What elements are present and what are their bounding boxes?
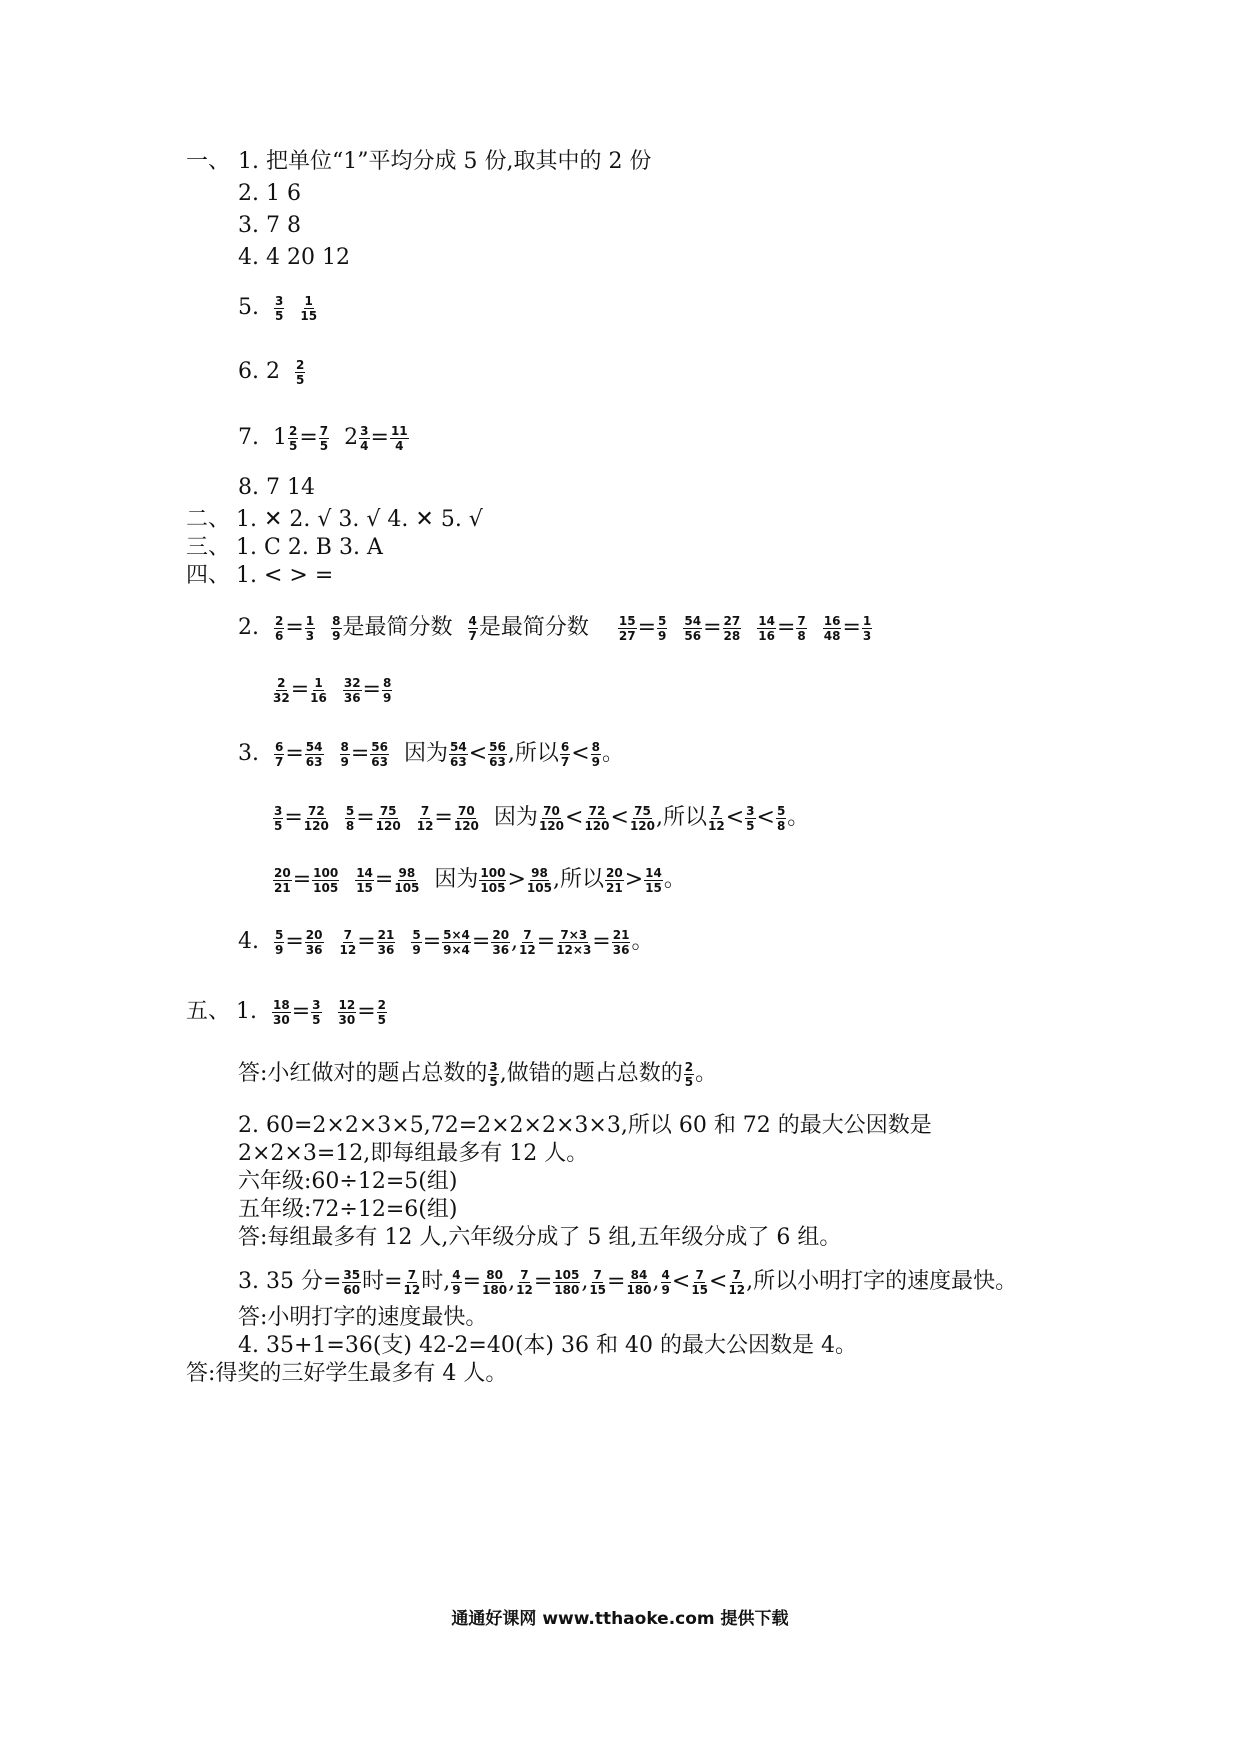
because-text: 因为 (434, 867, 479, 892)
s1-q5 (238, 294, 318, 322)
s1-q5-no: 5. (238, 295, 259, 320)
section-3-label: 三、 (186, 535, 231, 560)
section-1-label-text: 一、 (186, 149, 231, 174)
s1-q2: 2. 1 6 (238, 181, 301, 206)
s4-q3-line2: $\frac{3}{5}$ = $\frac{72}{120}$ $\frac{5}{8}$ = $\frac{75}{120}$ $\frac{7}{12}$ = $\frac{70}{120}$ 因为 $\frac{70}{120}$ < $\frac{72}{120}$ < $\frac{75}{120}$ ,所以 $\frac{7}{12}$ < $\frac{3}{5}$ < $\frac{5}{8}$ 。 (274, 803, 810, 833)
s5-q4-answer: 答:得奖的三好学生最多有 4 人。 (186, 1361, 508, 1386)
footer-source: 通通好课网 www.tthaoke.com 提供下载 (451, 1609, 789, 1629)
s5-q2-line2: 2×2×3=12,即每组最多有 12 人。 (238, 1141, 589, 1166)
period: 。 (631, 929, 654, 954)
period: 。 (787, 805, 810, 830)
so-text: ,所以 (507, 741, 559, 766)
s5-q2-line4: 五年级:72÷12=6(组) (238, 1197, 458, 1222)
s5-q4: 4. 35+1=36(支) 42-2=40(本) 36 和 40 的最大公因数是 4。 (238, 1333, 857, 1358)
section-2-answers: 1. ✕ 2. √ 3. √ 4. ✕ 5. √ (236, 507, 483, 532)
period: 。 (663, 867, 686, 892)
s5-q1-no: 1. (236, 999, 258, 1024)
s4-q1: 1. < > = (236, 563, 334, 588)
s1-q6 (238, 358, 306, 386)
s4-q2-no: 2. (238, 615, 259, 640)
section-2-label: 二、 (186, 507, 231, 532)
section-2 (186, 506, 483, 534)
period: 。 (602, 741, 625, 766)
section-1-label (186, 148, 230, 176)
because-text: 因为 (404, 741, 449, 766)
q3-part-b: 时= (362, 1269, 403, 1294)
s5-q2-answer: 答:每组最多有 12 人,六年级分成了 5 组,五年级分成了 6 组。 (238, 1225, 842, 1250)
fraction: $\frac{3}{5}$ (275, 293, 284, 323)
ans1-part-b: ,做错的题占总数的 (499, 1061, 683, 1086)
s1-q3: 3. 7 8 (238, 213, 301, 238)
s4-q3-no: 3. (238, 741, 259, 766)
so-text: ,所以 (656, 805, 707, 830)
q3-part-d: ,所以小明打字的速度最快。 (746, 1269, 1018, 1294)
s1-q7: 7. 1 $\frac{2}{5}$ = $\frac{7}{5}$ 2 $\frac{3}{4}$ = $\frac{11}{4}$ (238, 423, 408, 453)
s5-q2-line1: 2. 60=2×2×3×5,72=2×2×2×3×3,所以 60 和 72 的最大公因数是 (238, 1113, 932, 1138)
s4-q3-line1: 3. $\frac{6}{7}$ = $\frac{54}{63}$ $\frac{8}{9}$ = $\frac{56}{63}$ 因为 $\frac{54}{63}$ < $\frac{56}{63}$ ,所以 $\frac{6}{7}$ < $\frac{8}{9}$ 。 (238, 739, 625, 769)
simplest-text: 是最简分数 (342, 615, 453, 640)
s1-q6-text: 6. 2 (238, 359, 280, 384)
s4-q3-line3: $\frac{20}{21}$ = $\frac{100}{105}$ $\frac{14}{15}$ = $\frac{98}{105}$ 因为 $\frac{100}{105}$ > $\frac{98}{105}$ ,所以 $\frac{20}{21}$ > $\frac{14}{15}$ 。 (274, 865, 686, 895)
s5-q2-line3: 六年级:60÷12=5(组) (238, 1169, 458, 1194)
s1-q1: 1. 把单位“1”平均分成 5 份,取其中的 2 份 (238, 149, 652, 174)
s5-ans1: 答:小红做对的题占总数的 $\frac{3}{5}$ ,做错的题占总数的 $\frac{2}{5}$ 。 (238, 1059, 718, 1089)
ans1-part-a: 答:小红做对的题占总数的 (238, 1061, 488, 1086)
s4-q2-line1: 2. $\frac{2}{6}$ = $\frac{1}{3}$ $\frac{8}{9}$ 是最简分数 $\frac{4}{7}$ 是最简分数 $\frac{15}{27}$ = $\frac{5}{9}$ $\frac{54}{56}$ = $\frac{27}{28}$ $\frac{14}{16}$ = $\frac{7}{8}$ $\frac{16}{48}$ = $\frac{1}{3}$ (238, 613, 872, 643)
s1-q4: 4. 4 20 12 (238, 245, 350, 270)
fraction: $\frac{2}{5}$ (295, 357, 305, 387)
simplest-text: 是最简分数 (478, 615, 589, 640)
fraction: $\frac{1}{15}$ (300, 293, 318, 323)
s1-q7-no: 7. (238, 425, 259, 450)
ans1-part-c: 。 (695, 1061, 718, 1086)
s5-q3: 3. 35 分= $\frac{35}{60}$ 时= $\frac{7}{12}$ 时, $\frac{4}{9}$ = $\frac{80}{180}$ , $\frac{7}{12}$ = $\frac{105}{180}$ , $\frac{7}{15}$ = $\frac{84}{180}$ , $\frac{4}{9}$ < $\frac{7}{15}$ < $\frac{7}{12}$ ,所以小明打字的速度最快。 (238, 1267, 1018, 1297)
s4-q4-no: 4. (238, 929, 259, 954)
s5-q1: 五、 1. $\frac{18}{30}$ = $\frac{3}{5}$ $\frac{12}{30}$ = $\frac{2}{5}$ (186, 997, 387, 1027)
section-4 (186, 562, 333, 590)
s5-q3-answer: 答:小明打字的速度最快。 (238, 1305, 488, 1330)
q3-part-c: 时, (421, 1269, 451, 1294)
s4-q2-line2: $\frac{2}{32}$ = $\frac{1}{16}$ $\frac{32}{36}$ = $\frac{8}{9}$ (273, 675, 392, 705)
section-5-label: 五、 (186, 999, 231, 1024)
section-3-answers: 1. C 2. B 3. A (236, 535, 383, 560)
section-3 (186, 534, 383, 562)
so-text: ,所以 (552, 867, 604, 892)
q3-part-a: 3. 35 分= (238, 1269, 342, 1294)
section-4-label: 四、 (186, 563, 231, 588)
s1-q8: 8. 7 14 (238, 475, 315, 500)
s4-q4: 4. $\frac{5}{9}$ = $\frac{20}{36}$ $\frac{7}{12}$ = $\frac{21}{36}$ $\frac{5}{9}$ = $\frac{5\times 4}{9\times 4}$ = $\frac{20}{36}$ , $\frac{7}{12}$ = $\frac{7\times 3}{12\times 3}$ = $\frac{21}{36}$ 。 (238, 927, 654, 957)
because-text: 因为 (493, 805, 538, 830)
